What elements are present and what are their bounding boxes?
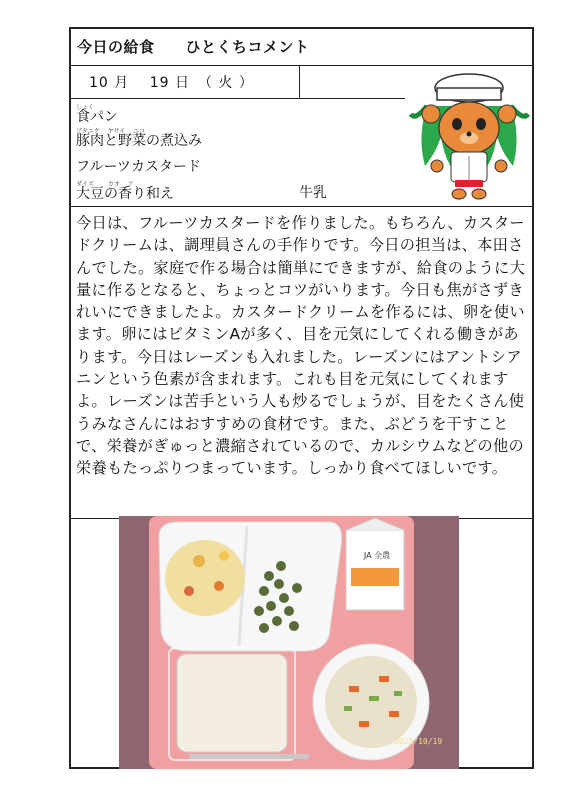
- milk-brand-label: JA 全農: [363, 551, 391, 560]
- menu-item-milk: [299, 185, 327, 201]
- menu-item-label: 食パン: [76, 109, 118, 125]
- lunch-photo: [119, 516, 459, 769]
- date-label: 10 月 19 日 （ 火 ）: [89, 75, 254, 91]
- comment-text: 今日は、フルーツカスタードを作りました。もちろん、カスタードクリームは、調理員さんの手作りです。今日の担当は、本田さんでした。家庭で作る場合は簡単にできますが、給食のように大量に作るとなると、ちょっとコツがいります。今日も焦がさずきれいにできましたよ。カスタードクリームを作るには、卵を使います。卵にはビタミンAが多く、目を元気にしてくれる働きがあります。今日はレーズンも入れました。レーズンにはアントシアニンという色素が含まれます。これも目を元気にしてくれますよ。レーズンは苦手という人も炒るでしょうが、目をたくさん使うみなさんにはおすすめの食材です。また、ぶどうを干すことで、栄養がぎゅっと濃縮されているので、カルシウムなどの他の栄養もたっぷりつまっています。しっかり食べてほしいです。: [76, 214, 526, 478]
- page-title: 今日の給食 ひとくちコメント: [77, 38, 310, 56]
- menu-item-bread: [76, 104, 118, 125]
- menu-item-fruit-custard: [76, 159, 201, 175]
- menu-item-label: 大豆の香り和え: [76, 186, 174, 202]
- menu-item-soybean: [76, 181, 174, 202]
- divider: [71, 98, 405, 99]
- menu-item-label: フルーツカスタード: [76, 159, 201, 175]
- menu-item-label: 牛乳: [299, 185, 327, 201]
- lunch-comment-sheet: [69, 27, 534, 769]
- menu-ruby: ブタニク ヤサイ ニコ: [76, 128, 145, 135]
- mascot-illustration: [407, 66, 532, 201]
- menu-item-label: 豚肉と野菜の煮込み: [76, 133, 202, 149]
- menu-item-pork-stew: [76, 128, 202, 149]
- photo-timestamp: 2021/10/19: [394, 737, 443, 746]
- lunch-tray-image: [119, 516, 459, 769]
- divider: [71, 206, 532, 207]
- menu-ruby: しょく: [76, 104, 95, 111]
- menu-ruby: ダイズ カオ ア: [76, 181, 134, 188]
- date-box: [71, 66, 300, 98]
